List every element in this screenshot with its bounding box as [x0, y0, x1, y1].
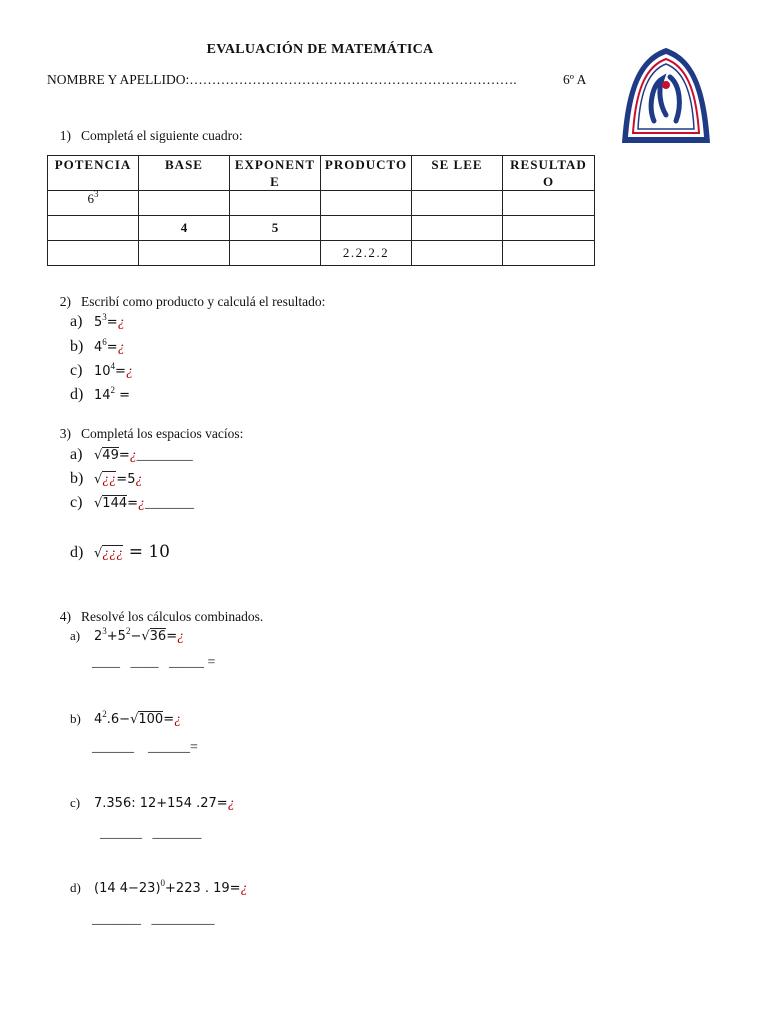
page-title: EVALUACIÓN DE MATEMÁTICA: [206, 42, 434, 57]
grade-label: 6º A: [563, 72, 587, 87]
table-cell[interactable]: 2.2.2.2: [321, 241, 412, 266]
table-row: [48, 216, 595, 241]
q4-d-answer-lines[interactable]: _______ _________: [92, 912, 215, 927]
school-logo: [618, 45, 714, 149]
question-prompt: Completá el siguiente cuadro:: [81, 128, 243, 143]
question-prompt: Escribí como producto y calculá el resultado:: [81, 294, 326, 309]
q3-item-d: d) √¿¿¿ = 10: [70, 542, 170, 562]
table-cell[interactable]: [503, 216, 595, 241]
q4-a-answer-lines[interactable]: ____ ____ _____ =: [92, 655, 216, 670]
column-header-se-lee: SE LEE: [412, 156, 503, 191]
q4-item-b: b) $4^2.6-√100=¿$: [70, 709, 182, 727]
name-field[interactable]: NOMBRE Y APELLIDO:……………………………………………………………….: [47, 72, 517, 87]
q3-item-c: c) √144=¿_______: [70, 494, 195, 511]
q4-c-answer-lines[interactable]: ______ _______: [100, 826, 202, 841]
question-1: [47, 128, 243, 144]
column-header-potencia: POTENCIA: [48, 156, 139, 191]
q4-item-c: c) 7.356: 12+154 .27=¿: [70, 795, 235, 811]
table-cell[interactable]: [503, 241, 595, 266]
column-header-base: BASE: [139, 156, 230, 191]
table-cell[interactable]: [139, 241, 230, 266]
question-prompt: Resolvé los cálculos combinados.: [81, 609, 264, 624]
table-cell[interactable]: [48, 216, 139, 241]
question-prompt: Completá los espacios vacíos:: [81, 426, 244, 441]
powers-table: [47, 155, 595, 266]
table-cell[interactable]: [321, 191, 412, 216]
question-number: 4): [59, 609, 71, 624]
column-header-resultado: RESULTADO: [503, 156, 595, 191]
table-cell[interactable]: [503, 191, 595, 216]
q4-item-a: a) $2^3+5^2-√36=¿$: [70, 626, 185, 644]
table-cell[interactable]: 4: [139, 216, 230, 241]
question-2: [47, 294, 325, 310]
table-row: [48, 191, 595, 216]
table-cell[interactable]: [412, 241, 503, 266]
q2-item-c: c) $10^4=¿$: [70, 361, 133, 379]
table-cell[interactable]: [412, 191, 503, 216]
q3-item-b: b) √¿¿=5¿: [70, 470, 143, 487]
q2-item-d: d) $14^2$ =: [70, 385, 131, 403]
table-cell[interactable]: 5: [230, 216, 321, 241]
question-number: 3): [59, 426, 71, 441]
question-number: 1): [59, 128, 71, 143]
table-header-row: [48, 156, 595, 191]
table-cell[interactable]: [48, 241, 139, 266]
table-cell[interactable]: [230, 241, 321, 266]
table-cell[interactable]: [139, 191, 230, 216]
question-4: [47, 609, 263, 625]
table-cell[interactable]: [321, 216, 412, 241]
q2-item-a: a) $5^3=¿$: [70, 312, 125, 330]
q4-item-d: d) (14 4−23)$^0$+223 . 19=¿: [70, 878, 248, 896]
question-3: [47, 426, 243, 442]
question-number: 2): [59, 294, 71, 309]
column-header-exponente: EXPONENTE: [230, 156, 321, 191]
table-cell[interactable]: $6^3$: [48, 191, 139, 216]
table-row: [48, 241, 595, 266]
table-cell[interactable]: [412, 216, 503, 241]
q4-b-answer-lines[interactable]: ______ ______=: [92, 740, 198, 755]
q3-item-a: a) √49=¿________: [70, 446, 193, 463]
table-cell[interactable]: [230, 191, 321, 216]
q2-item-b: b) $4^6=¿$: [70, 337, 125, 355]
column-header-producto: PRODUCTO: [321, 156, 412, 191]
